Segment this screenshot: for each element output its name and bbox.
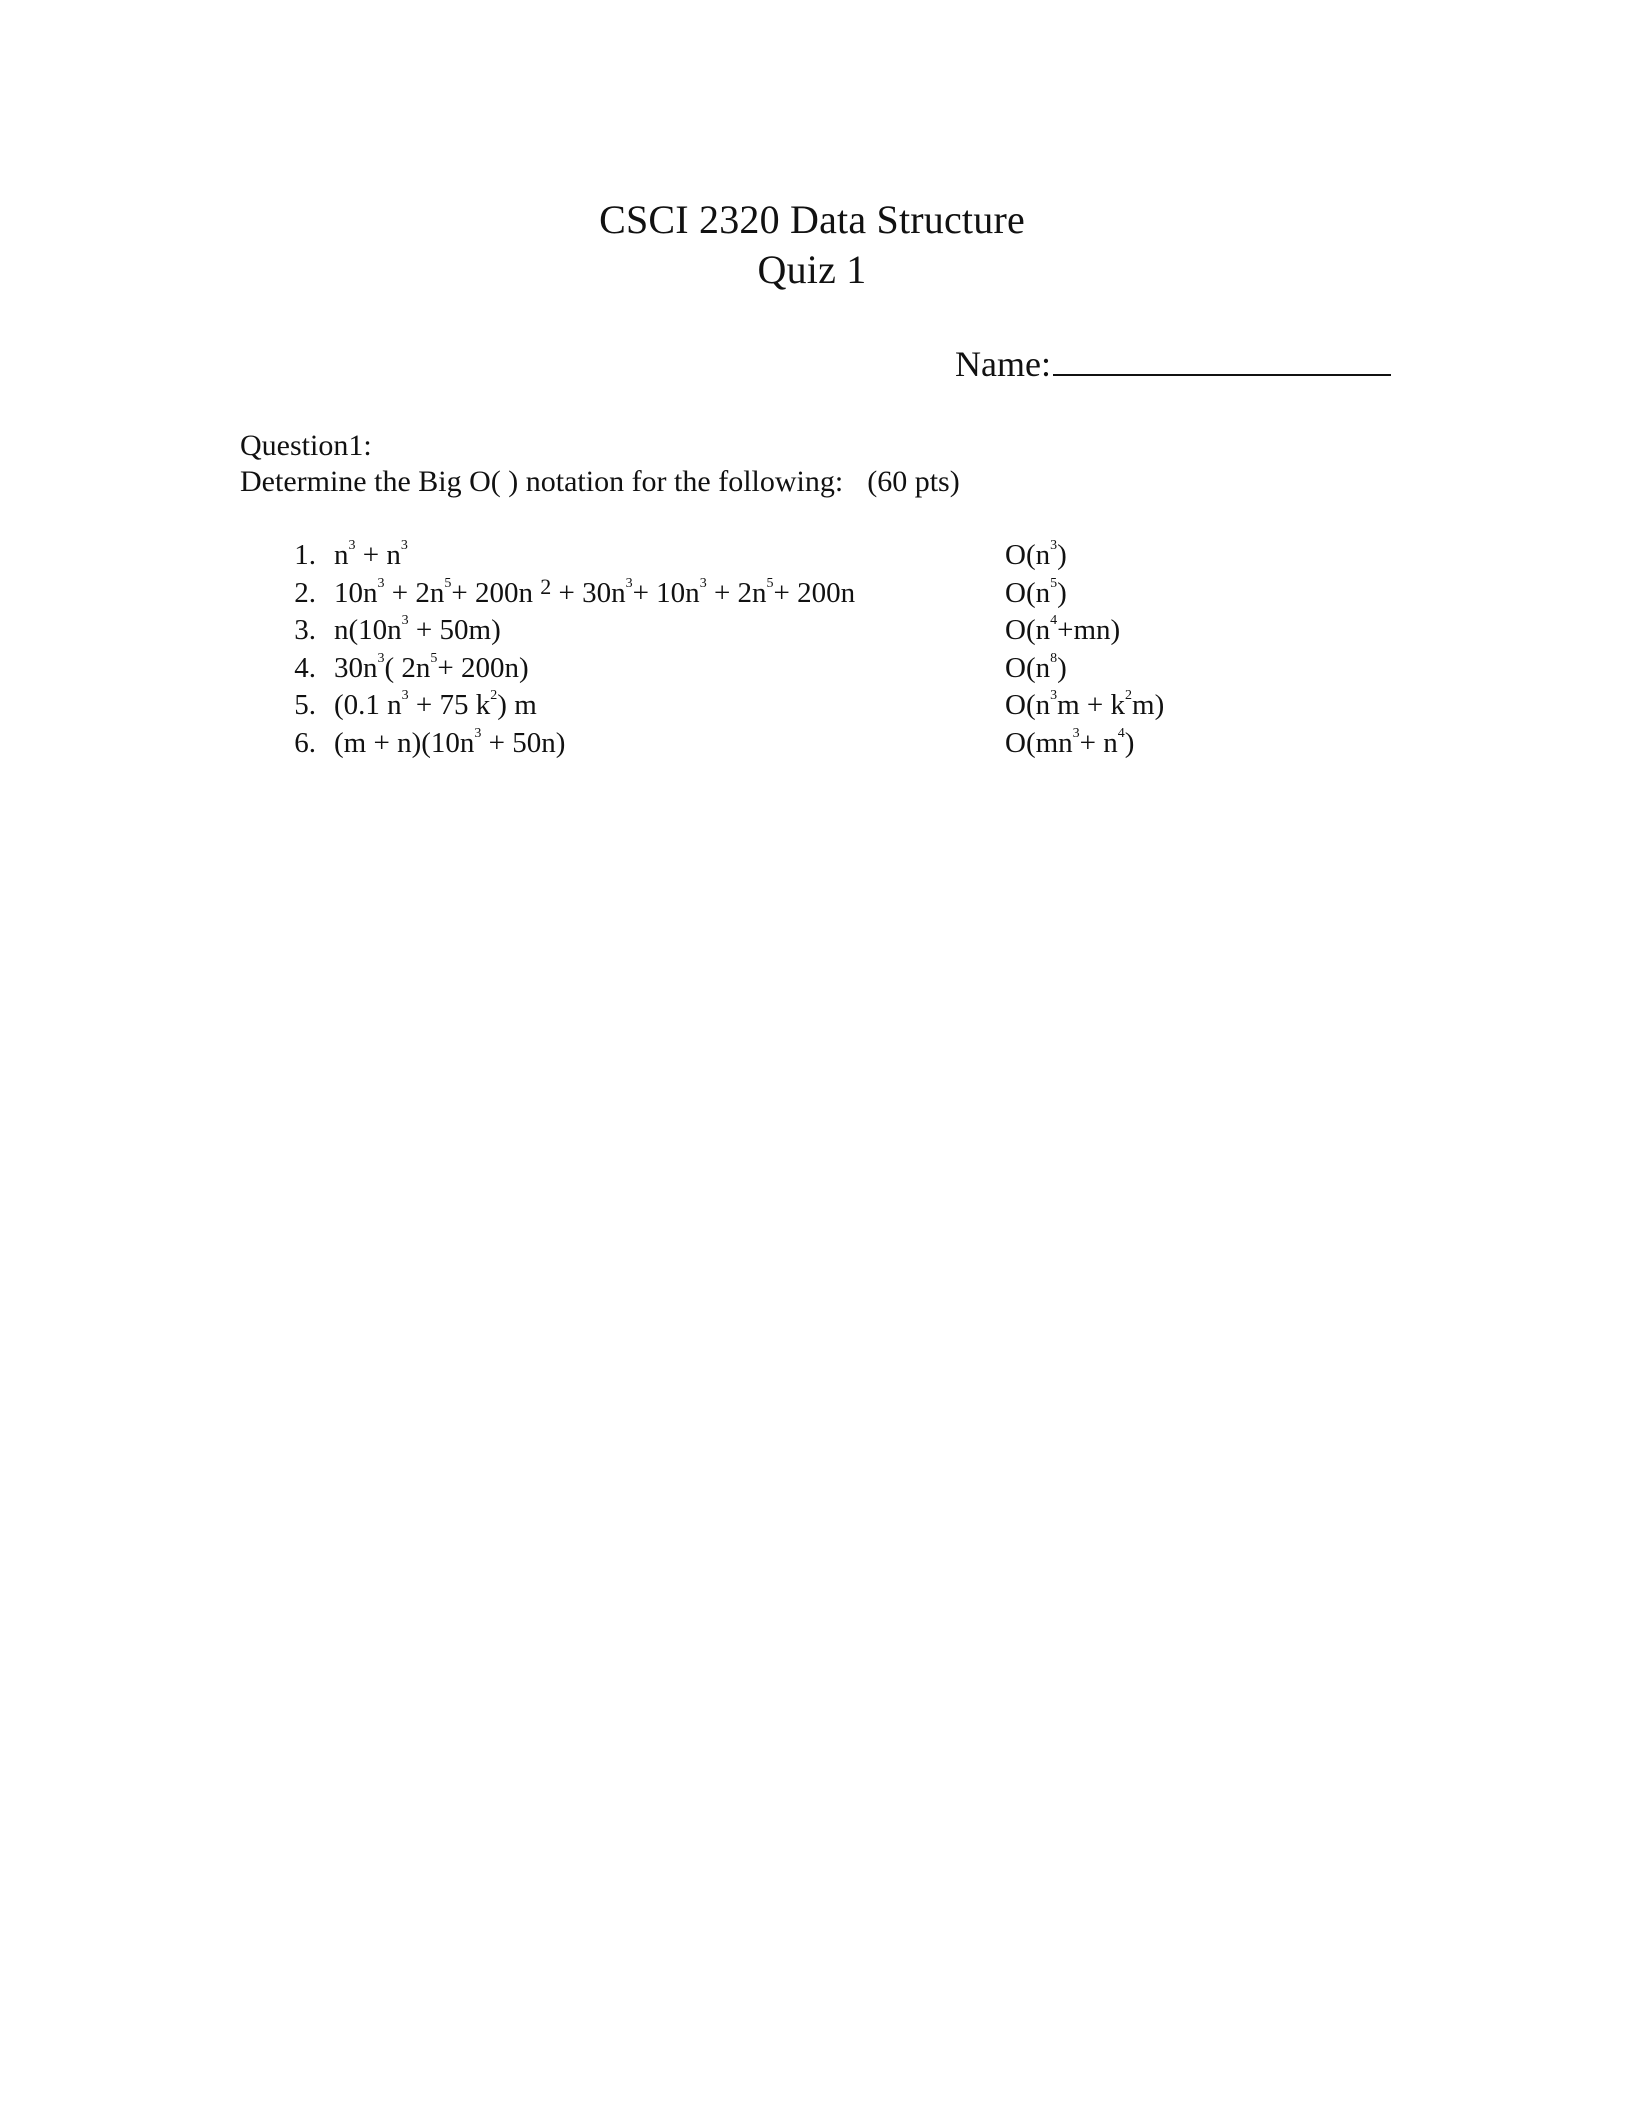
answer-text: ) bbox=[1057, 651, 1067, 684]
answer-exponent: 3 bbox=[1072, 725, 1080, 741]
answer-exponent: 3 bbox=[1050, 538, 1058, 553]
expression-exponent: 3 bbox=[377, 650, 385, 666]
expression-text: ( 2n bbox=[384, 651, 431, 684]
name-field bbox=[955, 340, 1391, 382]
problem-number: 6. bbox=[294, 726, 316, 759]
question-prompt: Determine the Big O( ) notation for the following: bbox=[240, 465, 844, 498]
expression-exponent: 3 bbox=[625, 575, 633, 591]
problem-number: 3. bbox=[294, 614, 316, 646]
answer-text: O(n bbox=[1005, 576, 1051, 609]
question-heading: Question1: bbox=[240, 429, 372, 462]
problem-answer bbox=[1005, 687, 1164, 724]
expression-text: + 2n bbox=[706, 576, 767, 609]
problem-expression bbox=[334, 725, 565, 762]
answer-text: O(n bbox=[1005, 539, 1051, 571]
expression-text: 30n bbox=[334, 651, 378, 684]
problem-list bbox=[288, 537, 1288, 762]
expression-exponent: 5 bbox=[444, 575, 452, 591]
problem-expression bbox=[334, 575, 855, 612]
expression-text: ) m bbox=[497, 689, 537, 721]
problem-row bbox=[288, 687, 1288, 725]
answer-text: ) bbox=[1124, 726, 1135, 759]
problem-expression bbox=[334, 537, 408, 574]
problem-row bbox=[288, 537, 1288, 575]
problem-number: 1. bbox=[294, 539, 316, 571]
answer-text: + n bbox=[1079, 726, 1118, 759]
answer-text: ) bbox=[1057, 539, 1067, 571]
name-blank-line bbox=[1053, 340, 1391, 376]
answer-exponent: 4 bbox=[1117, 725, 1125, 741]
answer-exponent: 3 bbox=[1050, 688, 1058, 703]
expression-text: + n bbox=[355, 539, 401, 571]
expression-text: + 2n bbox=[384, 576, 445, 609]
problem-answer bbox=[1005, 725, 1134, 762]
question-prompt-line bbox=[240, 464, 960, 500]
expression-text: + 50m) bbox=[408, 614, 501, 646]
expression-text: (m + n)(10n bbox=[334, 726, 475, 759]
expression-text: n bbox=[334, 539, 349, 571]
expression-text: + 30n bbox=[551, 576, 626, 609]
question-points: (60 pts) bbox=[867, 465, 960, 498]
name-label: Name: bbox=[955, 344, 1051, 384]
answer-text: m + k bbox=[1057, 689, 1126, 721]
expression-text: + 200n bbox=[451, 576, 541, 609]
expression-exponent: 3 bbox=[348, 538, 356, 553]
answer-text: m) bbox=[1132, 689, 1165, 721]
problem-expression bbox=[334, 687, 537, 724]
expression-exponent: 2 bbox=[490, 688, 498, 703]
problem-answer bbox=[1005, 537, 1067, 574]
expression-exponent: 3 bbox=[400, 538, 408, 553]
answer-exponent: 5 bbox=[1050, 575, 1058, 591]
problem-row bbox=[288, 612, 1288, 650]
answer-text: +mn) bbox=[1057, 614, 1121, 646]
expression-text: n(10n bbox=[334, 614, 402, 646]
expression-exponent: 5 bbox=[430, 650, 438, 666]
expression-exponent: 3 bbox=[401, 613, 409, 628]
expression-exponent: 3 bbox=[401, 688, 409, 703]
answer-text: ) bbox=[1057, 576, 1067, 609]
answer-text: O(n bbox=[1005, 651, 1051, 684]
problem-row bbox=[288, 650, 1288, 688]
answer-text: O(n bbox=[1005, 689, 1051, 721]
problem-row bbox=[288, 725, 1288, 763]
course-title: CSCI 2320 Data Structure bbox=[599, 197, 1025, 242]
expression-text: + 200n) bbox=[437, 651, 529, 684]
answer-text: O(mn bbox=[1005, 726, 1073, 759]
expression-text: 10n bbox=[334, 576, 378, 609]
expression-exponent: 3 bbox=[377, 575, 385, 591]
problem-row bbox=[288, 575, 1288, 613]
answer-exponent: 4 bbox=[1050, 613, 1058, 628]
problem-answer bbox=[1005, 650, 1067, 687]
problem-answer bbox=[1005, 612, 1120, 649]
expression-exponent: 3 bbox=[699, 575, 707, 591]
expression-text: + 10n bbox=[632, 576, 700, 609]
problem-answer bbox=[1005, 575, 1067, 612]
problem-number: 4. bbox=[294, 651, 316, 684]
problem-number: 5. bbox=[294, 689, 316, 721]
expression-text: + 200n bbox=[773, 576, 856, 609]
answer-exponent: 8 bbox=[1050, 650, 1058, 666]
expression-exponent: 5 bbox=[766, 575, 774, 591]
expression-text: + 75 k bbox=[408, 689, 491, 721]
problem-expression bbox=[334, 612, 501, 649]
problem-expression bbox=[334, 650, 529, 687]
answer-exponent: 2 bbox=[1125, 688, 1133, 703]
expression-text: + 50n) bbox=[481, 726, 566, 759]
expression-exponent: 2 bbox=[540, 573, 552, 599]
expression-exponent: 3 bbox=[474, 725, 482, 741]
answer-text: O(n bbox=[1005, 614, 1051, 646]
expression-text: (0.1 n bbox=[334, 689, 402, 721]
problem-number: 2. bbox=[294, 576, 316, 609]
quiz-title: Quiz 1 bbox=[757, 247, 867, 292]
